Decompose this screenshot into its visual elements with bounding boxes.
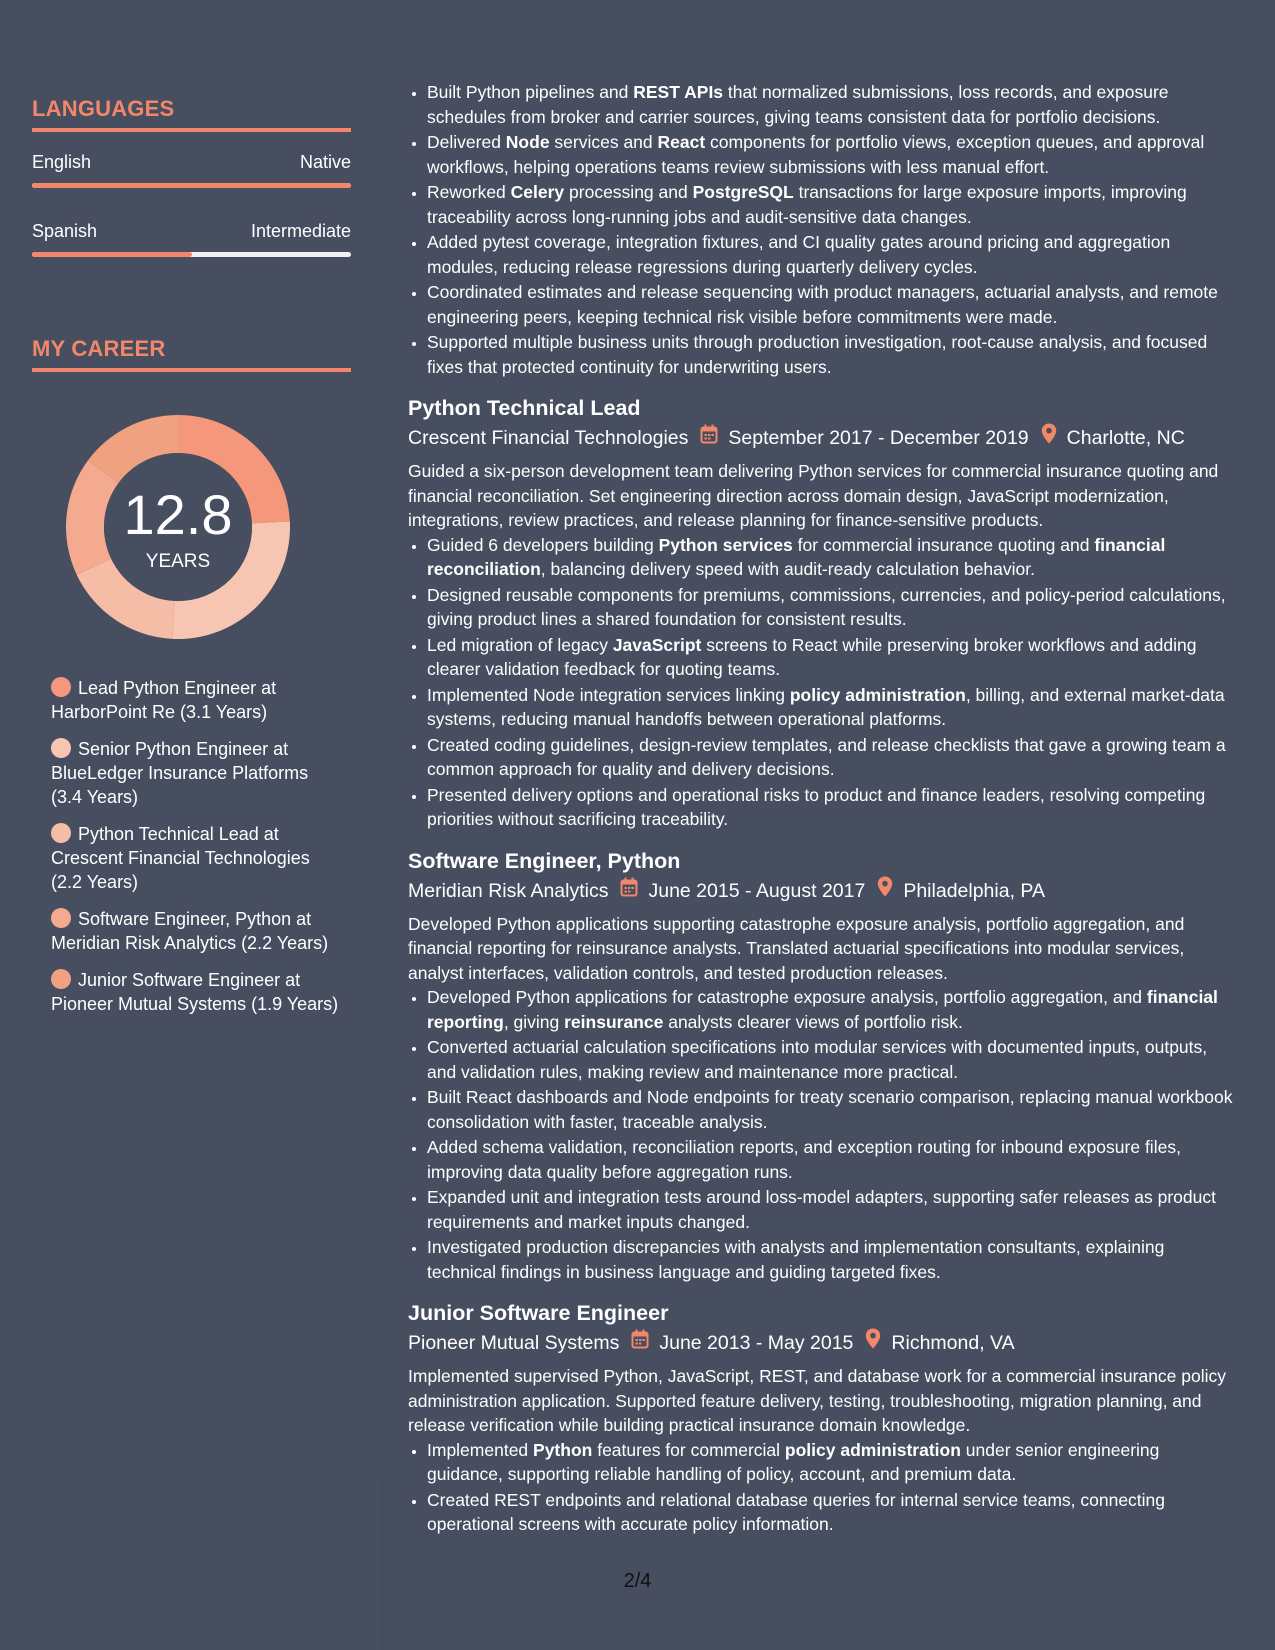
experience-bullet: • Expanded unit and integration tests around loss-model adapters, supporting safer releases as product requirements and market inputs changed. bbox=[427, 1185, 1238, 1234]
experience-bullet: • Delivered Node services and React components for portfolio views, exception queues, and approval workflows, helping operations teams review submissions with less manual effort. bbox=[427, 130, 1238, 179]
languages-heading: LANGUAGES bbox=[32, 96, 351, 132]
language-level-bar bbox=[32, 183, 351, 188]
career-legend-item bbox=[51, 968, 341, 1016]
experience-bullet: • Coordinated estimates and release sequencing with product managers, actuarial analysts, and remote engineering peers, keeping technical risk visible before commitments were made. bbox=[427, 280, 1238, 329]
language-english bbox=[32, 152, 351, 188]
job-meta bbox=[408, 876, 1238, 906]
experience-bullet: • Presented delivery options and operational risks to product and finance leaders, resolving competing priorities without sacrificing traceability. bbox=[427, 783, 1238, 832]
experience-bullet: • Converted actuarial calculation specifications into modular services with documented inputs, outputs, and validation rules, making review and maintenance more practical. bbox=[427, 1035, 1238, 1084]
donut-center bbox=[66, 415, 290, 639]
career-legend-item bbox=[51, 822, 341, 894]
job-bullets bbox=[408, 1438, 1238, 1537]
legend-dot-icon bbox=[51, 677, 71, 697]
language-level-fill bbox=[32, 183, 351, 188]
job-title: Junior Software Engineer bbox=[408, 1301, 669, 1325]
experience-bullet: • Created REST endpoints and relational database queries for internal service teams, connecting operational screens with accurate policy information. bbox=[427, 1488, 1238, 1537]
experience-bullet: • Built React dashboards and Node endpoints for treaty scenario comparison, replacing manual workbook consolidation with faster, traceable analysis. bbox=[427, 1085, 1238, 1134]
job-location: Philadelphia, PA bbox=[903, 879, 1045, 902]
job-description: Developed Python applications supporting catastrophe exposure analysis, portfolio aggregation, and financial reporting for reinsurance analysts. Translated actuarial specifications into modular services, analyst interfaces, validation controls, and tested production releases. bbox=[408, 913, 1185, 983]
job-entry bbox=[408, 846, 1238, 1285]
job-entry bbox=[408, 1298, 1238, 1537]
job-location: Richmond, VA bbox=[891, 1332, 1015, 1354]
job-dates: June 2013 - May 2015 bbox=[659, 1332, 854, 1354]
job-dates: June 2015 - August 2017 bbox=[648, 879, 866, 902]
career-legend bbox=[51, 676, 341, 1029]
experience-bullet: • Investigated production discrepancies with analysts and implementation consultants, explaining technical findings in business language and guiding targeted fixes. bbox=[427, 1235, 1238, 1284]
experience-bullet: • Added pytest coverage, integration fixtures, and CI quality gates around pricing and aggregation modules, reducing release regressions during quarterly delivery cycles. bbox=[427, 230, 1238, 279]
career-legend-item bbox=[51, 737, 341, 809]
language-level-bar bbox=[32, 252, 351, 257]
job-description: Implemented supervised Python, JavaScript, REST, and database work for a commercial insurance policy administration application. Supported feature delivery, testing, troubleshooting, migration planning, and release verification while building practical insurance domain knowledge. bbox=[408, 1366, 1227, 1435]
experience-bullet: • Guided 6 developers building Python services for commercial insurance quoting and financial reconciliation, balancing delivery speed with audit-ready calculation behavior. bbox=[427, 533, 1238, 582]
language-name: Spanish bbox=[32, 221, 98, 241]
column-divider bbox=[382, 1480, 383, 1650]
job-description: Guided a six-person development team delivering Python services for commercial insurance quoting and financial reconciliation. Set engineering direction across domain design, JavaScript modernization, integrations, review practices, and release planning for finance-sensitive products. bbox=[408, 461, 1219, 530]
experience-bullet: • Supported multiple business units through production investigation, root-cause analysis, and focused fixes that protected continuity for underwriting users. bbox=[427, 330, 1238, 379]
company-name: Meridian Risk Analytics bbox=[408, 879, 609, 902]
language-level-fill bbox=[32, 252, 192, 257]
job-bullets bbox=[408, 985, 1238, 1284]
legend-dot-icon bbox=[51, 823, 71, 843]
job-meta bbox=[408, 1328, 1238, 1358]
calendar-icon bbox=[700, 423, 718, 453]
career-legend-label: Python Technical Lead at Crescent Financial Technologies (2.2 Years) bbox=[51, 824, 310, 892]
language-level: Native bbox=[299, 152, 351, 172]
job-location: Charlotte, NC bbox=[1066, 427, 1185, 449]
experience-section bbox=[408, 80, 1238, 1538]
career-heading: MY CAREER bbox=[32, 336, 351, 372]
career-legend-label: Junior Software Engineer at Pioneer Mutual Systems (1.9 Years) bbox=[51, 970, 339, 1014]
experience-bullet: • Developed Python applications for catastrophe exposure analysis, portfolio aggregation, and financial reporting, giving reinsurance analysts clearer views of portfolio risk. bbox=[427, 985, 1238, 1034]
calendar-icon bbox=[631, 1328, 649, 1358]
job-title: Python Technical Lead bbox=[408, 396, 641, 420]
map-pin-icon bbox=[877, 876, 893, 906]
map-pin-icon bbox=[865, 1328, 881, 1358]
page-number: 2/4 bbox=[623, 1570, 652, 1592]
career-section bbox=[32, 336, 351, 372]
calendar-icon bbox=[620, 876, 638, 906]
career-legend-label: Senior Python Engineer at BlueLedger Insurance Platforms (3.4 Years) bbox=[51, 739, 309, 807]
language-level: Intermediate bbox=[250, 221, 351, 241]
language-name: English bbox=[32, 152, 92, 172]
company-name: Pioneer Mutual Systems bbox=[408, 1332, 620, 1354]
career-legend-label: Software Engineer, Python at Meridian Risk Analytics (2.2 Years) bbox=[51, 909, 329, 953]
experience-bullet: • Built Python pipelines and REST APIs that normalized submissions, loss records, and exposure schedules from broker and carrier sources, giving teams consistent data for portfolio decisions. bbox=[427, 80, 1238, 129]
career-legend-label: Lead Python Engineer at HarborPoint Re (3.1 Years) bbox=[51, 678, 277, 722]
job-bullets bbox=[408, 533, 1238, 832]
total-years-value: 12.8 bbox=[123, 483, 233, 546]
experience-bullet: • Reworked Celery processing and PostgreSQL transactions for large exposure imports, improving traceability across long-running jobs and audit-sensitive data changes. bbox=[427, 180, 1238, 229]
experience-bullet: • Led migration of legacy JavaScript screens to React while preserving broker workflows and adding clearer validation feedback for quoting teams. bbox=[427, 633, 1238, 682]
career-legend-item bbox=[51, 676, 341, 724]
experience-bullet: • Created coding guidelines, design-review templates, and release checklists that gave a growing team a common approach for quality and delivery decisions. bbox=[427, 733, 1238, 782]
experience-bullet: • Designed reusable components for premiums, commissions, currencies, and policy-period calculations, giving product lines a shared foundation for consistent results. bbox=[427, 583, 1238, 632]
company-name: Crescent Financial Technologies bbox=[408, 427, 689, 449]
job-dates: September 2017 - December 2019 bbox=[728, 427, 1029, 449]
career-donut-chart bbox=[66, 415, 290, 639]
experience-bullet: • Implemented Python features for commercial policy administration under senior engineering guidance, supporting reliable handling of policy, account, and premium data. bbox=[427, 1438, 1238, 1487]
previous-job-bullets bbox=[408, 80, 1238, 379]
job-title: Software Engineer, Python bbox=[408, 848, 681, 873]
legend-dot-icon bbox=[51, 908, 71, 928]
experience-bullet: • Added schema validation, reconciliation reports, and exception routing for inbound exposure files, improving data quality before aggregation runs. bbox=[427, 1135, 1238, 1184]
job-meta bbox=[408, 423, 1238, 453]
career-legend-item bbox=[51, 907, 341, 955]
experience-bullet: • Implemented Node integration services linking policy administration, billing, and external market-data systems, reducing manual handoffs between operational platforms. bbox=[427, 683, 1238, 732]
job-list bbox=[408, 393, 1238, 1537]
total-years-unit: YEARS bbox=[145, 551, 211, 572]
languages-section bbox=[32, 96, 351, 132]
job-entry bbox=[408, 393, 1238, 832]
legend-dot-icon bbox=[51, 738, 71, 758]
legend-dot-icon bbox=[51, 969, 71, 989]
language-spanish bbox=[32, 221, 351, 257]
map-pin-icon bbox=[1041, 423, 1057, 453]
